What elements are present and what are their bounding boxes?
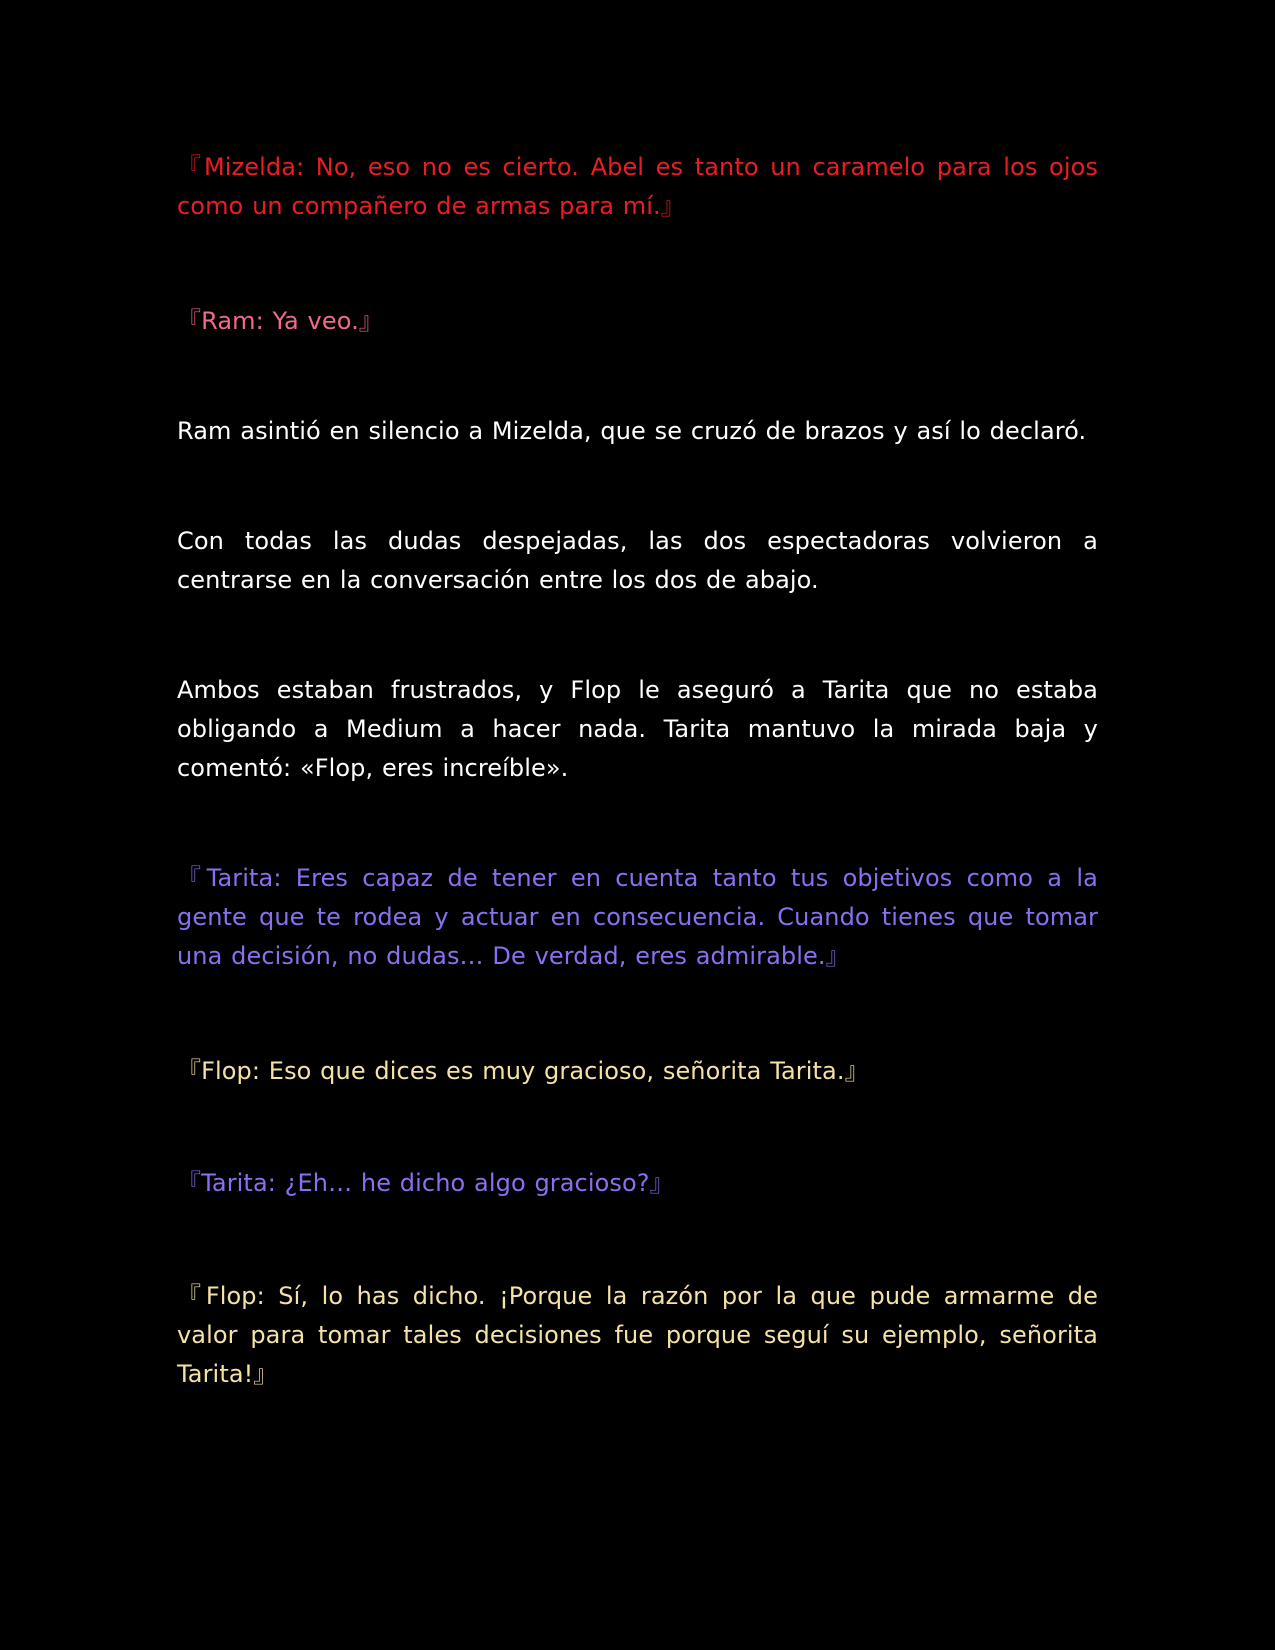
dialogue-flop: 『Flop: Eso que dices es muy gracioso, señorita Tarita.』 [177,1057,869,1085]
dialogue-ram: 『Ram: Ya veo.』 [177,307,383,335]
dialogue-tarita: 『Tarita: Eres capaz de tener en cuenta tanto tus objetivos como a la gente que te rodea y actuar en consecuencia. Cuando tienes que tomar una decisión, no dudas… De verdad, eres admirable.』 [177,864,1098,970]
narration-paragraph: Ambos estaban frustrados, y Flop le aseguró a Tarita que no estaba obligando a Medium a hacer nada. Tarita mantuvo la mirada baja y comentó: «Flop, eres increíble». [177,676,1098,782]
narration-paragraph: Con todas las dudas despejadas, las dos espectadoras volvieron a centrarse en la conversación entre los dos de abajo. [177,527,1098,594]
dialogue-mizelda: 『Mizelda: No, eso no es cierto. Abel es tanto un caramelo para los ojos como un compañero de armas para mí.』 [177,153,1098,220]
dialogue-flop: 『Flop: Sí, lo has dicho. ¡Porque la razón por la que pude armarme de valor para tomar tales decisiones fue porque seguí su ejemplo, señorita Tarita!』 [177,1282,1098,1388]
dialogue-tarita: 『Tarita: ¿Eh… he dicho algo gracioso?』 [177,1169,674,1197]
narration-paragraph: Ram asintió en silencio a Mizelda, que se cruzó de brazos y así lo declaró. [177,417,1087,445]
